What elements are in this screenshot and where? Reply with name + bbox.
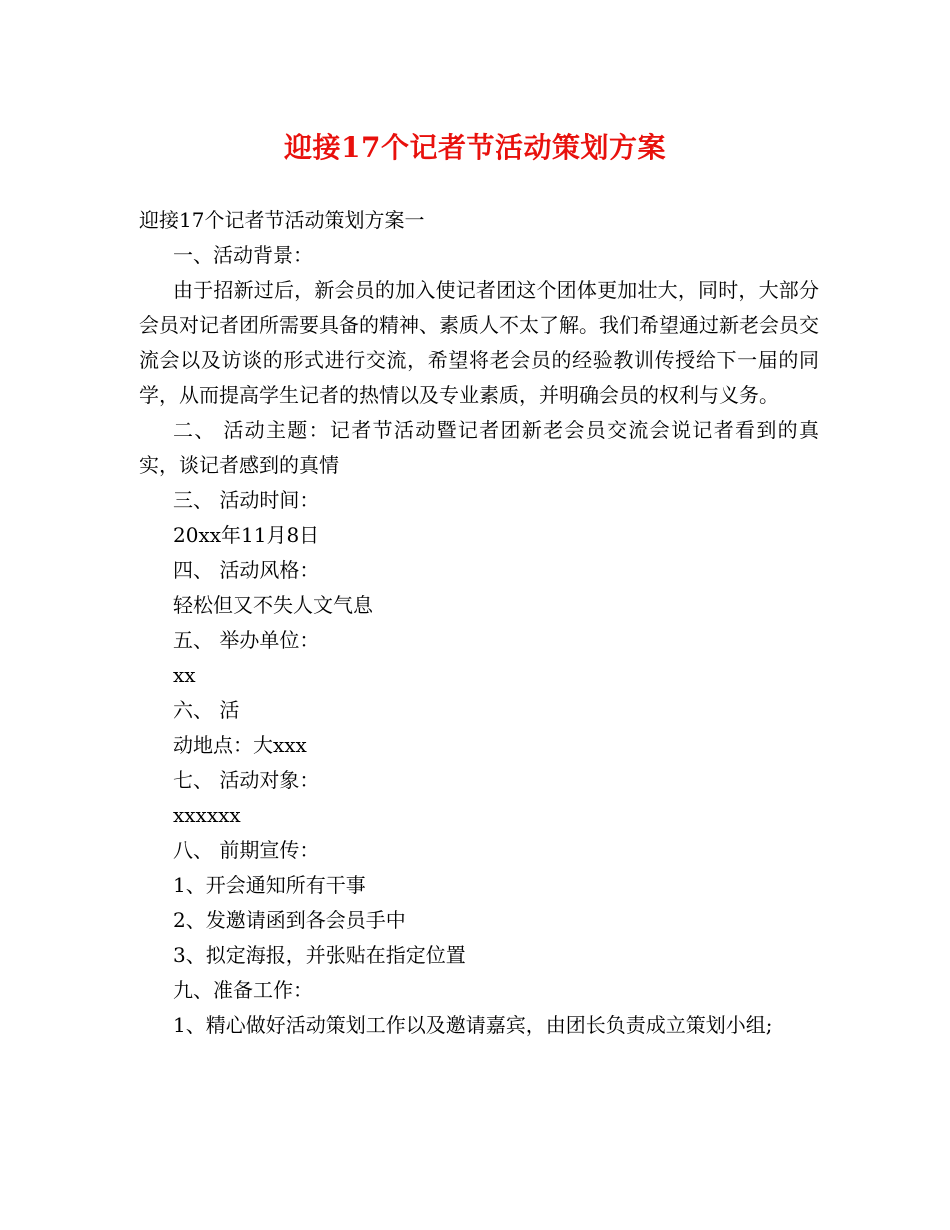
document-body: [139, 203, 819, 1043]
section-value-style: 轻松但又不失人文气息: [173, 593, 373, 617]
section-value-time: 20xx年11月8日: [173, 523, 320, 547]
section-value-organizer: xx: [173, 663, 196, 687]
list-item: 1、开会通知所有干事: [173, 873, 366, 897]
section-heading-time: 三、 活动时间：: [173, 488, 320, 512]
section-heading-style: 四、 活动风格：: [173, 558, 320, 582]
document-subtitle: 迎接17个记者节活动策划方案一: [139, 208, 425, 232]
section-heading-background: 一、活动背景：: [173, 243, 313, 267]
section-heading-audience: 七、 活动对象：: [173, 768, 320, 792]
section-value-location: 动地点：大xxx: [173, 733, 307, 757]
list-item: 1、精心做好活动策划工作以及邀请嘉宾，由团长负责成立策划小组;: [173, 1013, 773, 1037]
section-heading-publicity: 八、 前期宣传：: [173, 838, 320, 862]
section-heading-location: 六、 活: [173, 698, 240, 722]
document-title: 迎接17个记者节活动策划方案: [284, 131, 666, 164]
section-heading-preparation: 九、准备工作：: [173, 978, 313, 1002]
list-item: 2、发邀请函到各会员手中: [173, 908, 406, 932]
section-value-audience: xxxxxx: [173, 803, 241, 827]
section-paragraph-background: 由于招新过后，新会员的加入使记者团这个团体更加壮大，同时，大部分会员对记者团所需要具备的精神、素质人不太了解。我们希望通过新老会员交流会以及访谈的形式进行交流，希望将老会员的经验教训传授给下一届的同学，从而提高学生记者的热情以及专业素质，并明确会员的权利与义务。: [139, 278, 819, 407]
section-paragraph-theme: 二、 活动主题：记者节活动暨记者团新老会员交流会说记者看到的真实，谈记者感到的真情: [139, 418, 819, 477]
list-item: 3、拟定海报，并张贴在指定位置: [173, 943, 466, 967]
section-heading-organizer: 五、 举办单位：: [173, 628, 320, 652]
